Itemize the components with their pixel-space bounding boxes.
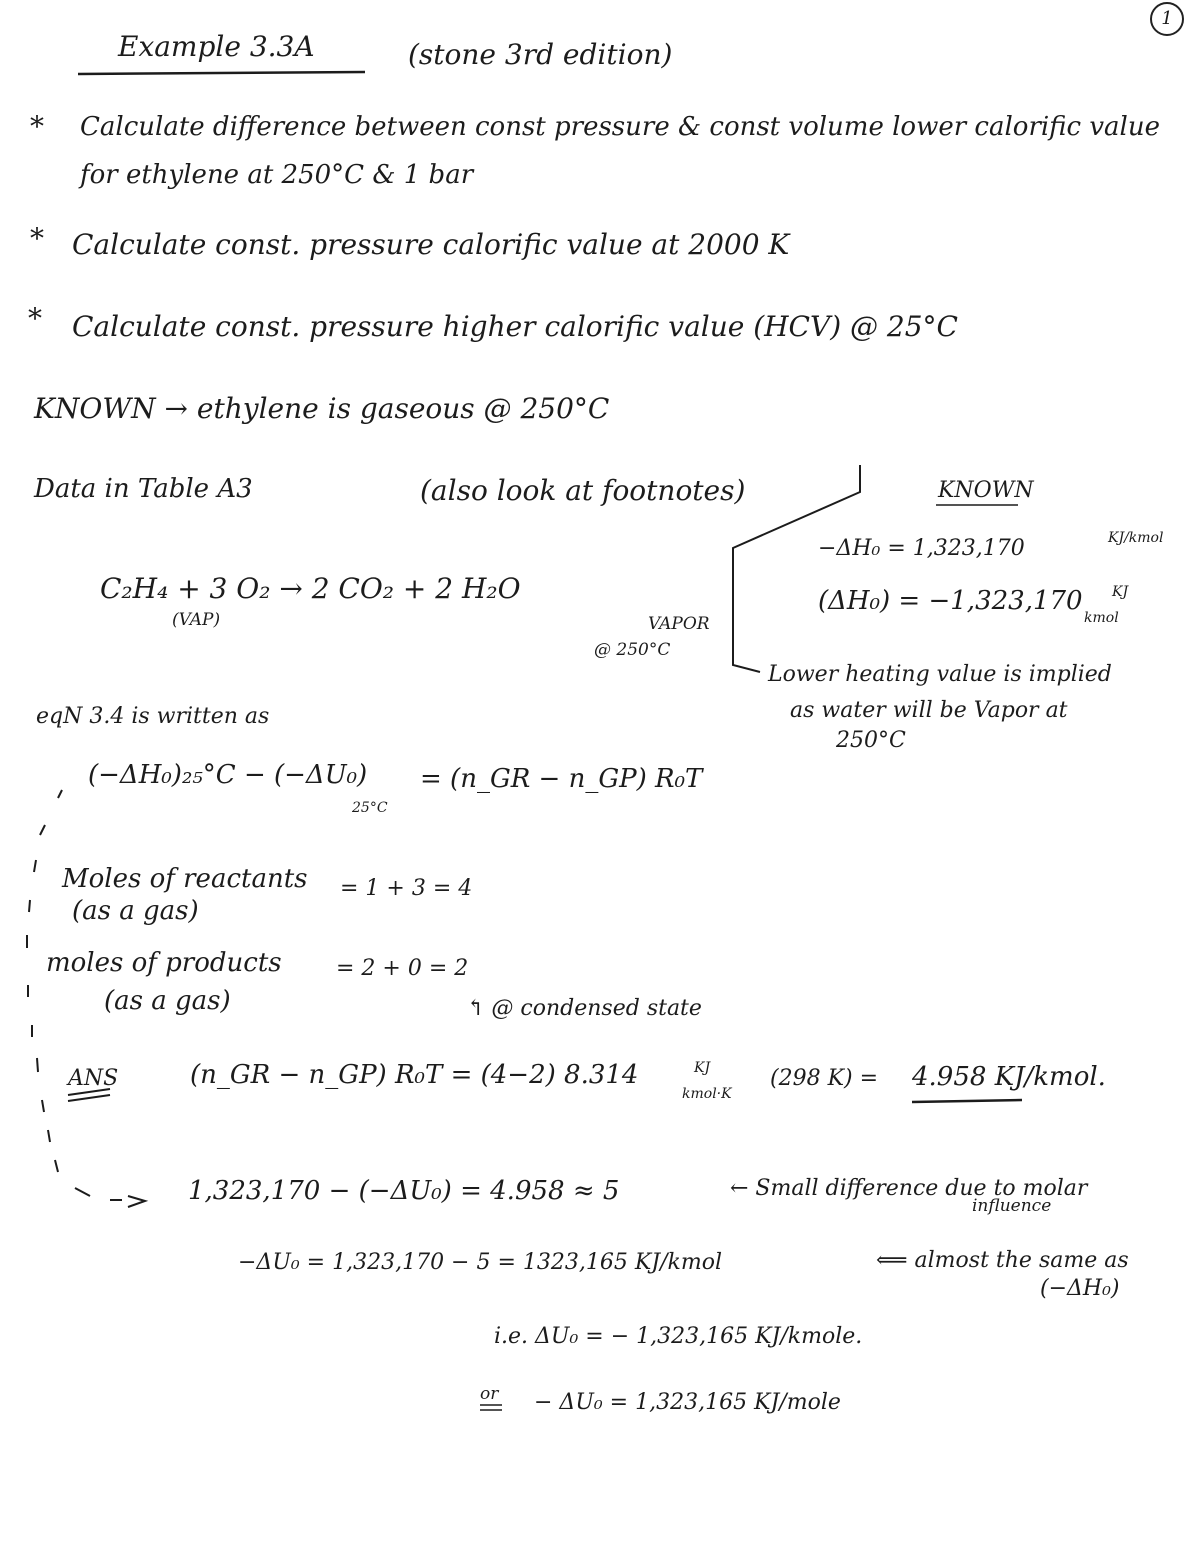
known-box-border [733,465,860,672]
known-dh-unit-num: KJ [1112,584,1129,600]
answer-expression-tail: (298 K) = [770,1066,879,1091]
page-number: 1 [1150,2,1184,36]
edition-note: (stone 3rd edition) [408,38,673,71]
answer-expression: (n_GR − n_GP) R₀T = (4−2) 8.314 [190,1060,639,1090]
known-note-2: as water will be Vapor at [790,698,1068,723]
known-dh-unit-den: kmol [1084,610,1119,626]
reaction-temp-label: @ 250°C [594,640,671,660]
bullet-2: * [30,222,44,255]
step-2: −ΔU₀ = 1,323,170 − 5 = 1323,165 KJ/kmol [238,1250,723,1275]
eqn-rhs: = (n_GR − n_GP) R₀T [420,764,703,794]
reactants-sublabel: (as a gas) [72,896,199,926]
bracket-arrow [128,1196,145,1207]
products-value: = 2 + 0 = 2 [336,956,469,981]
task-1-line-1: Calculate difference between const pressure & const volume lower calorific value [80,112,1160,142]
eqn-lhs: (−ΔH₀)₂₅°C − (−ΔU₀) [88,760,368,790]
task-3: Calculate const. pressure higher calorific value (HCV) @ 25°C [72,310,958,343]
known-statement: KNOWN → ethylene is gaseous @ 250°C [34,392,610,425]
footnote-note: (also look at footnotes) [420,474,746,507]
task-2: Calculate const. pressure calorific value at 2000 K [72,228,790,261]
task-1-line-2: for ethylene at 250°C & 1 bar [80,160,474,190]
answer-unit-den: kmol·K [682,1086,732,1102]
step-2-note: ⟸ almost the same as [876,1248,1129,1273]
example-title: Example 3.3A [118,30,315,63]
step-1: 1,323,170 − (−ΔU₀) = 4.958 ≈ 5 [188,1176,620,1206]
products-label: moles of products [46,948,282,978]
known-header: KNOWN [938,478,1034,503]
answer-unit-num: KJ [694,1060,711,1076]
step-1-note: ← Small difference due to molar [730,1176,1088,1201]
answer-result: 4.958 KJ/kmol. [912,1062,1106,1092]
reactants-value: = 1 + 3 = 4 [340,876,473,901]
products-sublabel: (as a gas) [104,986,231,1016]
answer-label: ANS [68,1066,119,1091]
eqn-lhs-subscript: 25°C [352,800,388,816]
condensed-note: ↰ @ condensed state [466,996,702,1021]
step-3: i.e. ΔU₀ = − 1,323,165 KJ/kmole. [494,1324,863,1349]
title-underline [78,72,365,74]
known-dh-unit: KJ/kmol [1108,530,1164,546]
bullet-1: * [30,110,44,143]
step-2-note-continued: (−ΔH₀) [1040,1276,1120,1301]
known-dh-negative: (ΔH₀) = −1,323,170 [818,586,1083,616]
result-underline [912,1100,1022,1102]
known-note-3: 250°C [836,728,906,753]
step-1-note-continued: influence [972,1196,1052,1216]
or-label: or [480,1384,499,1404]
reaction-vap-label: (VAP) [172,610,221,630]
step-4: − ΔU₀ = 1,323,165 KJ/mole [534,1390,841,1415]
data-source: Data in Table A3 [34,474,253,504]
eqn-label: eqN 3.4 is written as [36,704,270,729]
known-dh-positive: −ΔH₀ = 1,323,170 [818,536,1025,561]
known-note-1: Lower heating value is implied [768,662,1112,687]
bullet-3: * [28,302,42,335]
ans-underline-2 [68,1095,110,1101]
reactants-label: Moles of reactants [62,864,308,894]
reaction-equation: C₂H₄ + 3 O₂ → 2 CO₂ + 2 H₂O [100,572,521,605]
reaction-vapor-label: VAPOR [648,614,710,634]
